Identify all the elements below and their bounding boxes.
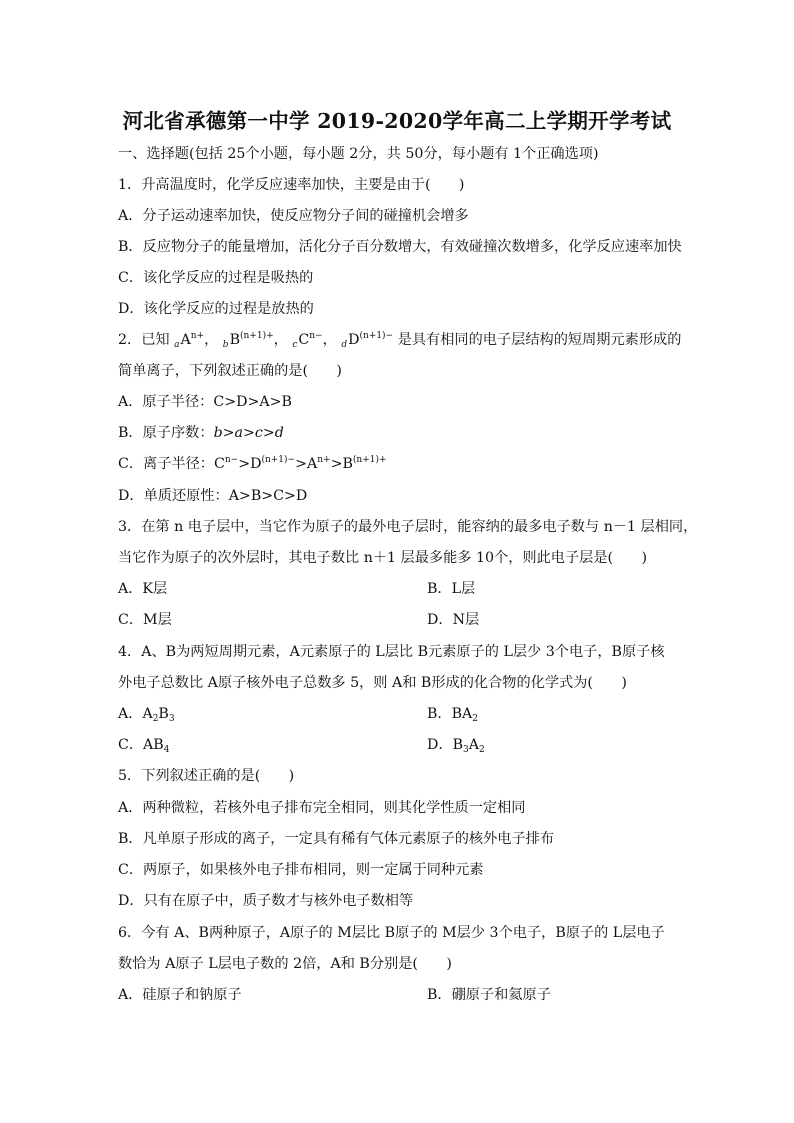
q1-option-a: A．分子运动速率加快，使反应物分子间的碰撞机会增多 [118, 208, 469, 224]
q3-option-d: D．N层 [427, 612, 480, 628]
q1-option-d: D．该化学反应的过程是放热的 [118, 301, 314, 317]
q5-option-a: A．两种微粒，若核外电子排布完全相同，则其化学性质一定相同 [118, 800, 526, 816]
q4-stem-line2: 外电子总数比 A原子核外电子总数多 5，则 A和 B形成的化合物的化学式为( ) [118, 675, 627, 691]
q2-stem-prefix: 2．已知 [118, 332, 170, 348]
q2-stem-line1 [118, 331, 682, 350]
q3-stem-line1: 3．在第 n 电子层中，当它作为原子的最外电子层时，能容纳的最多电子数与 n－1 层相同， [118, 519, 698, 535]
q3-option-a: A．K层 [118, 581, 168, 597]
q5-stem: 5．下列叙述正确的是( ) [118, 768, 295, 784]
q1-option-b: B．反应物分子的能量增加，活化分子百分数增大，有效碰撞次数增多，化学反应速率加快 [118, 239, 682, 255]
q2-ion-c: $_cC^{n-}$， [292, 331, 337, 350]
q3-option-c: C．M层 [118, 612, 172, 628]
q6-option-b: B．硼原子和氦原子 [427, 987, 551, 1003]
q2-ion-b: $_bB^{(n+1)+}$， [222, 331, 288, 350]
q1-stem: 1．升高温度时，化学反应速率加快，主要是由于( ) [118, 177, 465, 193]
q4-option-b: B．$BA_2$ [427, 706, 479, 724]
section-heading: 一、选择题(包括 25个小题，每小题 2分，共 50分，每小题有 1个正确选项) [118, 146, 599, 162]
q1-option-c: C．该化学反应的过程是吸热的 [118, 270, 314, 286]
q4-stem-line1: 4．A、B为两短周期元素，A元素原子的 L层比 B元素原子的 L层少 3个电子，B原子核 [118, 644, 665, 660]
q2-option-b-value: b>a>c>d [213, 425, 284, 441]
q5-option-d: D．只有在原子中，质子数才与核外电子数相等 [118, 893, 414, 909]
q3-stem-line2: 当它作为原子的次外层时，其电子数比 n＋1 层最多能多 10个，则此电子层是( ) [118, 550, 648, 566]
q2-option-c: C．离子半径：$C^{n-}>D^{(n+1)-}>A^{n+}>B^{(n+1)+}$ [118, 455, 387, 472]
q5-option-b: B．凡单原子形成的离子，一定具有稀有气体元素原子的核外电子排布 [118, 831, 555, 847]
q2-stem-line2: 简单离子，下列叙述正确的是( ) [118, 363, 342, 379]
q6-stem-line2: 数恰为 A原子 L层电子数的 2倍，A和 B分别是( ) [118, 956, 452, 972]
q4-option-a: A．$A_2B_3$ [118, 706, 175, 724]
q2-option-a: A．原子半径：C>D>A>B [118, 394, 292, 410]
q4-option-c: C．$AB_4$ [118, 737, 170, 755]
q6-option-a: A．硅原子和钠原子 [118, 987, 242, 1003]
q2-option-b: B．原子序数：b>a>c>d [118, 425, 284, 441]
q2-option-d: D．单质还原性：A>B>C>D [118, 488, 308, 504]
q6-stem-line1: 6．今有 A、B两种原子，A原子的 M层比 B原子的 M层少 3个电子，B原子的 L层电子 [118, 925, 665, 941]
q2-ion-d: $_dD^{(n+1)-}$ [341, 331, 394, 350]
q2-stem-suffix: 是具有相同的电子层结构的短周期元素形成的 [397, 332, 682, 348]
exam-title: 河北省承德第一中学 2019-2020学年高二上学期开学考试 [122, 109, 672, 133]
q3-option-b: B．L层 [427, 581, 476, 597]
q4-option-d: D．$B_3A_2$ [427, 737, 485, 755]
q5-option-c: C．两原子，如果核外电子排布相同，则一定属于同种元素 [118, 862, 484, 878]
q2-ion-a: $_aA^{n+}$， [174, 331, 219, 350]
